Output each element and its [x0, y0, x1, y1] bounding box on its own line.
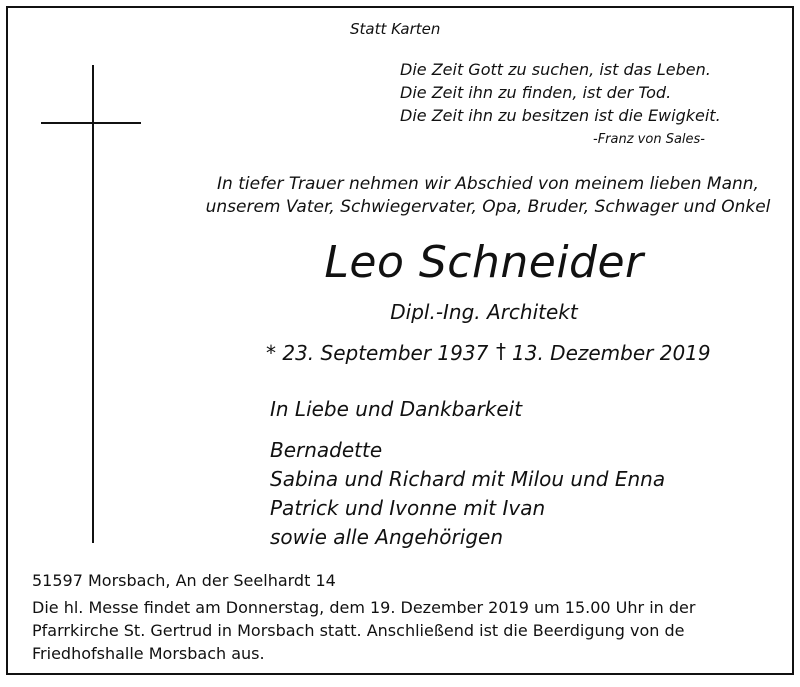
death-date: 13. Dezember 2019: [512, 341, 711, 365]
deceased-name: Leo Schneider: [324, 237, 644, 288]
quote-line-2: Die Zeit ihn zu finden, ist der Tod.: [400, 83, 672, 102]
footer-address: 51597 Morsbach, An der Seelhardt 14: [32, 571, 336, 590]
birth-date: * 23. September 1937: [266, 341, 489, 365]
quote-author: -Franz von Sales-: [593, 132, 705, 147]
cross-icon-vertical: [92, 65, 94, 543]
deceased-title: Dipl.-Ing. Architekt: [390, 300, 578, 324]
death-symbol-icon: †: [496, 339, 506, 363]
mourner-name: Bernadette: [270, 438, 383, 462]
service-info-line-3: Friedhofshalle Morsbach aus.: [32, 644, 265, 663]
mourners-intro: In Liebe und Dankbarkeit: [270, 397, 523, 421]
header-statt-karten: Statt Karten: [350, 20, 441, 38]
quote-line-1: Die Zeit Gott zu suchen, ist das Leben.: [400, 60, 711, 79]
service-info-line-2: Pfarrkirche St. Gertrud in Morsbach statt. Anschließend ist die Beerdigung von de: [32, 621, 685, 640]
service-info-line-1: Die hl. Messe findet am Donnerstag, dem 19. Dezember 2019 um 15.00 Uhr in der: [32, 598, 696, 617]
announcement-line-1: In tiefer Trauer nehmen wir Abschied von meinem lieben Mann,: [217, 174, 759, 194]
mourner-name: sowie alle Angehörigen: [270, 525, 503, 549]
mourner-name: Patrick und Ivonne mit Ivan: [270, 496, 546, 520]
obituary-notice: [6, 6, 794, 675]
mourner-name: Sabina und Richard mit Milou und Enna: [270, 467, 666, 491]
cross-icon-horizontal: [41, 122, 141, 124]
quote-line-3: Die Zeit ihn zu besitzen ist die Ewigkeit.: [400, 106, 721, 125]
announcement-line-2: unserem Vater, Schwiegervater, Opa, Bruder, Schwager und Onkel: [205, 197, 771, 217]
